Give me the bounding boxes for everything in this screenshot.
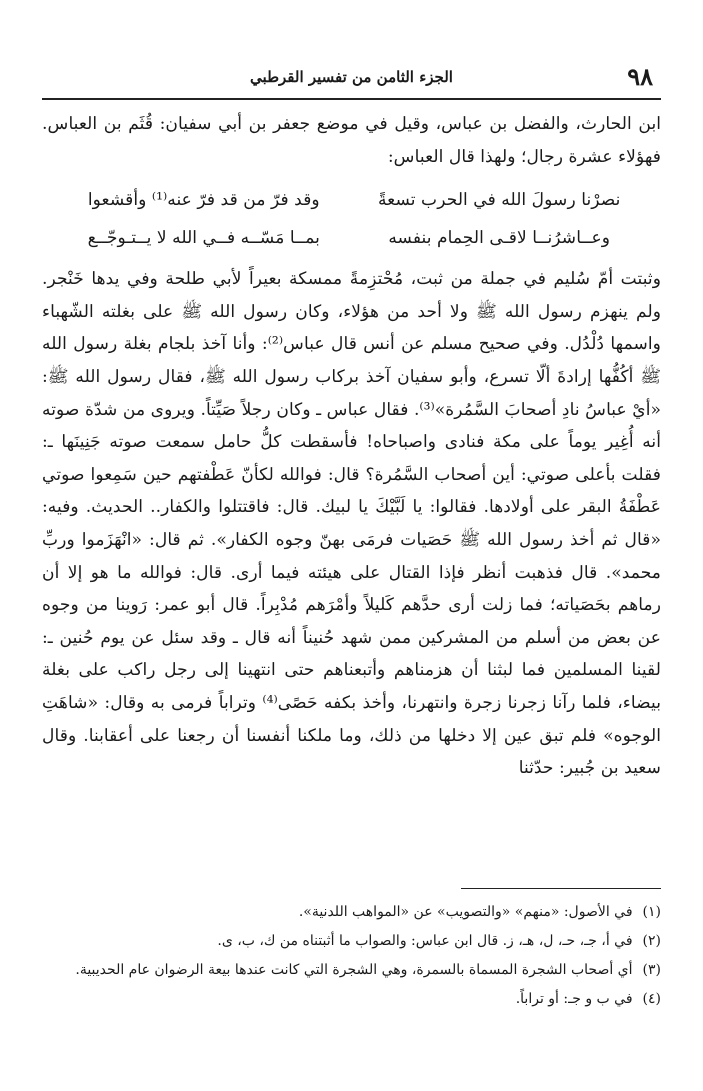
footnote-text: أي أصحاب الشجرة المسماة بالسمرة، وهي الشجرة التي كانت عندها بيعة الرضوان عام الحديبية.	[75, 962, 633, 978]
body-text	[42, 108, 661, 785]
footnote-number: (١)	[642, 904, 661, 920]
verse-hemistich-second: وقد فرّ من قد فرّ عنه⁽¹⁾ وأقشعوا	[87, 190, 320, 211]
footnote-text: في ب و جـ: أو تراباً.	[515, 991, 633, 1007]
running-title: الجزء الثامن من تفسير القرطبي	[250, 68, 453, 86]
verse-line	[42, 181, 661, 219]
page-header	[42, 62, 661, 102]
footnote	[42, 956, 661, 985]
footnote	[42, 927, 661, 956]
verse-hemistich-first: نصرْنا رسولَ الله في الحرب تسعةً	[377, 190, 621, 211]
footnote-text: في الأصول: «منهم» «والتصويب» عن «المواهب اللدنية».	[298, 904, 633, 920]
verse-hemistich-first: وعــاشرُنــا لاقـى الحِمام بنفسه	[388, 228, 611, 249]
verse-hemistich-second: بمــا مَسّــه فــي الله لا يــتـوجّــع	[87, 228, 320, 249]
footnote-number: (٢)	[642, 933, 661, 949]
footnote-separator	[461, 888, 661, 889]
page-number: ٩٨	[627, 62, 653, 91]
intro-paragraph: ابن الحارث، والفضل بن عباس، وقيل في موضع جعفر بن أبي سفيان: قُثَم بن العباس. فهؤلاء عشرة رجال؛ ولهذا قال العباس:	[42, 114, 661, 167]
footnote	[42, 898, 661, 927]
footnote-text: في أ، جـ، حـ، ل، هـ، ز. قال ابن عباس: والصواب ما أثبتناه من ك، ب، ى.	[217, 933, 633, 949]
verse-line	[42, 219, 661, 257]
header-rule	[42, 98, 661, 100]
footnotes	[42, 898, 661, 1014]
poem-verses	[42, 181, 661, 257]
footnote	[42, 985, 661, 1014]
main-paragraph: وثبتت أمّ سُليم في جملة من ثبت، مُحْتزِمةً ممسكة بعيراً لأبي طلحة وفي يدها خَنْجر. ولم ينهزم رسول الله ﷺ ولا أحد من هؤلاء، وكان رسول الله ﷺ على بغلته الشّهباء واسمها دُلْدُل. وفي صحيح مسلم عن أنس قال عباس⁽²⁾: وأنا آخذ بلجام بغلة رسول الله ﷺ أكُفُّها إرادةَ ألّا تسرع، وأبو سفيان آخذ بركاب رسول الله ﷺ، فقال رسول الله ﷺ: «أيْ عباسُ نادِ أصحابَ السَّمُرة»⁽³⁾. فقال عباس ـ وكان رجلاً صَيِّتاً. ويروى من شدّة صوته أنه أُغِير يوماً على مكة فنادى واصباحاه! فأسقطت كلُّ حامل سمعت صوته جَنِينَها ـ: فقلت بأعلى صوتي: أين أصحاب السَّمُرة؟ قال: فوالله لكأنّ عَطْفتهم حين سَمِعوا صوتي عَطْفَةُ البقر على أولادها. فقالوا: يا لَبَّيْكَ يا لبيك. قال: فاقتتلوا والكفار.. الحديث. وفيه: «قال ثم أخذ رسول الله ﷺ حَصَيات فرمَى بهنّ وجوه الكفار». ثم قال: «انْهَزَموا وربِّ محمد». قال فذهبت أنظر فإذا القتال على هيئته فيما أرى. قال: فوالله ما هو إلا أن رماهم بحَصَياته؛ فما زلت أرى حدَّهم كَليلاً وأمْرَهم مُدْبِراً. قال أبو عمر: رَوينا من وجوه عن بعض من أسلم من المشركين ممن شهد حُنيناً أنه قال ـ وقد سئل عن يوم حُنين ـ: لقينا المسلمين فما لبثنا أن هزمناهم وأتبعناهم حتى انتهينا إلى رجل راكب على بغلة بيضاء، فلما رآنا زجرنا زجرة وانتهرنا، وأخذ بكفه حَصًى⁽⁴⁾ وتراباً فرمى به وقال: «شاهَتِ الوجوه» فلم تبق عين إلا دخلها من ذلك، وما ملكنا أنفسنا أن رجعنا على أعقابنا. وقال سعيد بن جُبير: حدّثنا	[42, 269, 661, 779]
footnote-number: (٤)	[642, 991, 661, 1007]
footnote-number: (٣)	[642, 962, 661, 978]
